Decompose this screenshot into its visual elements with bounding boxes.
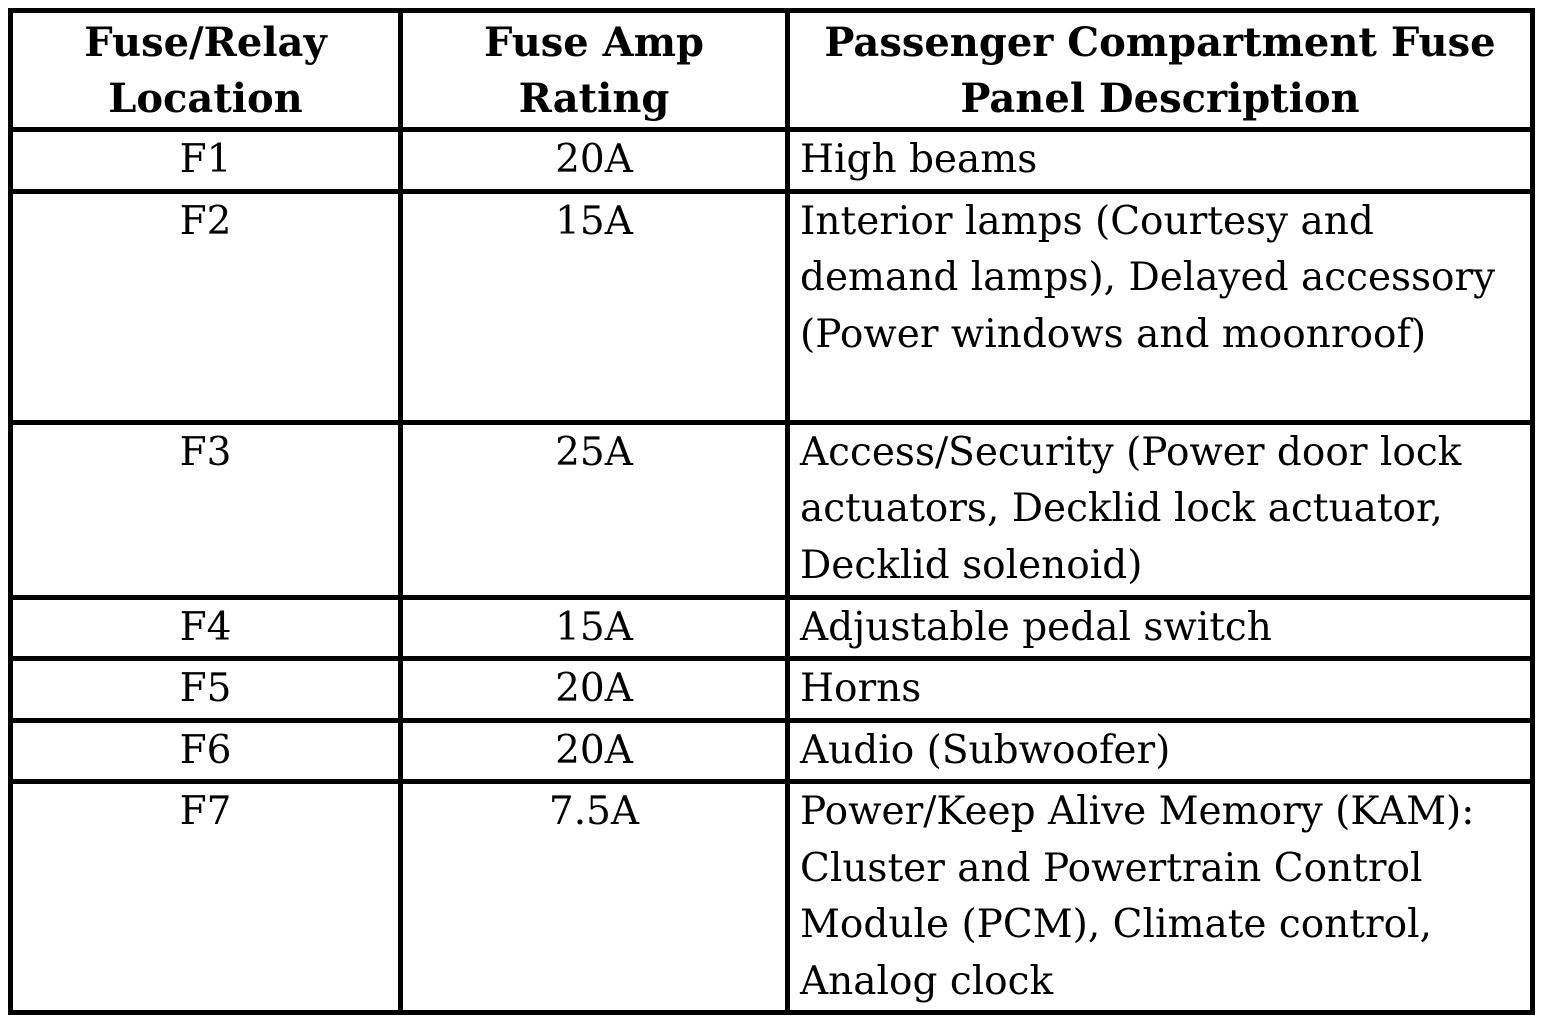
table-row: [11, 597, 1533, 659]
fuse-location: F4: [11, 597, 401, 659]
header-location: [11, 11, 401, 130]
fuse-amp-rating: 25A: [401, 422, 788, 597]
fuse-amp-rating: 20A: [401, 130, 788, 192]
table-row: [11, 720, 1533, 782]
table-row: [11, 130, 1533, 192]
fuse-amp-rating: 15A: [401, 191, 788, 422]
table-row: [11, 422, 1533, 597]
fuse-amp-rating: 7.5A: [401, 782, 788, 1013]
fuse-location: F6: [11, 720, 401, 782]
header-location-line-1: Fuse/Relay: [84, 19, 327, 66]
table-row: [11, 659, 1533, 721]
fuse-description: Horns: [788, 659, 1533, 721]
table-row: [11, 191, 1533, 422]
header-description: [788, 11, 1533, 130]
fuse-description: High beams: [788, 130, 1533, 192]
fuse-location: F2: [11, 191, 401, 422]
fuse-description: Adjustable pedal switch: [788, 597, 1533, 659]
table-row: [11, 782, 1533, 1013]
header-amp-line-2: Rating: [518, 75, 670, 122]
header-location-line-2: Location: [108, 75, 303, 122]
fuse-location: F3: [11, 422, 401, 597]
header-amp-line-1: Fuse Amp: [484, 19, 704, 66]
fuse-table: [8, 8, 1535, 1015]
fuse-description: Access/Security (Power door lock actuators, Decklid lock actuator, Decklid solenoid): [788, 422, 1533, 597]
fuse-amp-rating: 15A: [401, 597, 788, 659]
header-amp-rating: [401, 11, 788, 130]
header-description-line-2: Panel Description: [960, 75, 1360, 122]
fuse-location: F5: [11, 659, 401, 721]
fuse-amp-rating: 20A: [401, 659, 788, 721]
header-description-line-1: Passenger Compartment Fuse: [824, 19, 1496, 66]
header-row: [11, 11, 1533, 130]
fuse-location: F7: [11, 782, 401, 1013]
fuse-description: Interior lamps (Courtesy and demand lamps), Delayed accessory (Power windows and moonroof): [788, 191, 1533, 422]
fuse-description: Power/Keep Alive Memory (KAM): Cluster and Powertrain Control Module (PCM), Climate control, Analog clock: [788, 782, 1533, 1013]
fuse-location: F1: [11, 130, 401, 192]
fuse-amp-rating: 20A: [401, 720, 788, 782]
fuse-description: Audio (Subwoofer): [788, 720, 1533, 782]
